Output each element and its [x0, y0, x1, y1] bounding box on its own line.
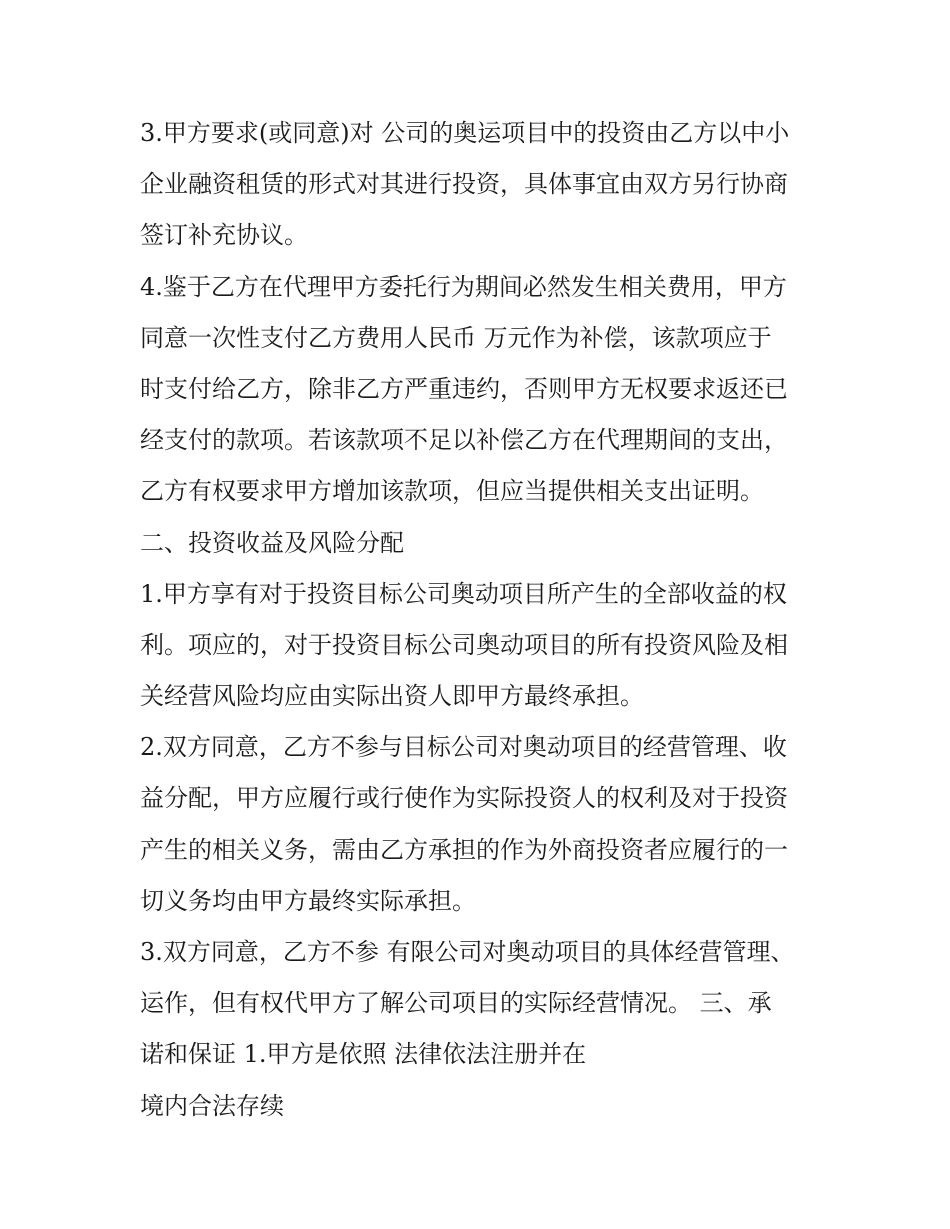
- text-line: 4.鉴于乙方在代理甲方委托行为期间必然发生相关费用，甲方: [140, 272, 787, 301]
- text-line: 诺和保证 1.甲方是依照 法律依法注册并在: [140, 1040, 587, 1069]
- document-body: [140, 108, 820, 1132]
- clause-2-2: [140, 722, 820, 927]
- clause-1-3: [140, 108, 820, 262]
- text-line: 签订补充协议。: [140, 221, 308, 250]
- text-line: 利。项应的，对于投资目标公司奥动项目的所有投资风险及相: [140, 630, 788, 659]
- text-line: 益分配，甲方应履行或行使作为实际投资人的权利及对于投资: [140, 784, 788, 813]
- trailing-line: [140, 1081, 820, 1132]
- section-heading: 二、投资收益及风险分配: [140, 528, 404, 557]
- text-line: 境内合法存续: [140, 1091, 284, 1120]
- text-line: 同意一次性支付乙方费用人民币 万元作为补偿，该款项应于: [140, 323, 772, 352]
- text-line: 2.双方同意，乙方不参与目标公司对奥动项目的经营管理、收: [140, 733, 787, 762]
- text-line: 切义务均由甲方最终实际承担。: [140, 886, 476, 915]
- clause-2-1: [140, 569, 820, 723]
- text-line: 企业融资租赁的形式对其进行投资，具体事宜由双方另行协商: [140, 170, 788, 199]
- text-line: 产生的相关义务，需由乙方承担的作为外商投资者应履行的一: [140, 835, 788, 864]
- clause-1-4: [140, 262, 820, 518]
- text-line: 3.双方同意，乙方不参 有限公司对奥动项目的具体经营管理、: [140, 938, 795, 966]
- text-line: 关经营风险均应由实际出资人即甲方最终承担。: [140, 682, 644, 711]
- text-line: 时支付给乙方，除非乙方严重违约，否则甲方无权要求返还已: [140, 374, 788, 403]
- section-2-heading: [140, 518, 820, 569]
- text-line: 经支付的款项。若该款项不足以补偿乙方在代理期间的支出，: [140, 426, 788, 455]
- clause-2-3: [140, 927, 820, 1081]
- text-line: 乙方有权要求甲方增加该款项，但应当提供相关支出证明。: [140, 477, 764, 506]
- text-line: 3.甲方要求(或同意)对 公司的奥运项目中的投资由乙方以中小: [140, 119, 790, 147]
- text-line: 1.甲方享有对于投资目标公司奥动项目所产生的全部收益的权: [140, 579, 787, 608]
- text-line: 运作，但有权代甲方了解公司项目的实际经营情况。 三、承: [140, 989, 772, 1018]
